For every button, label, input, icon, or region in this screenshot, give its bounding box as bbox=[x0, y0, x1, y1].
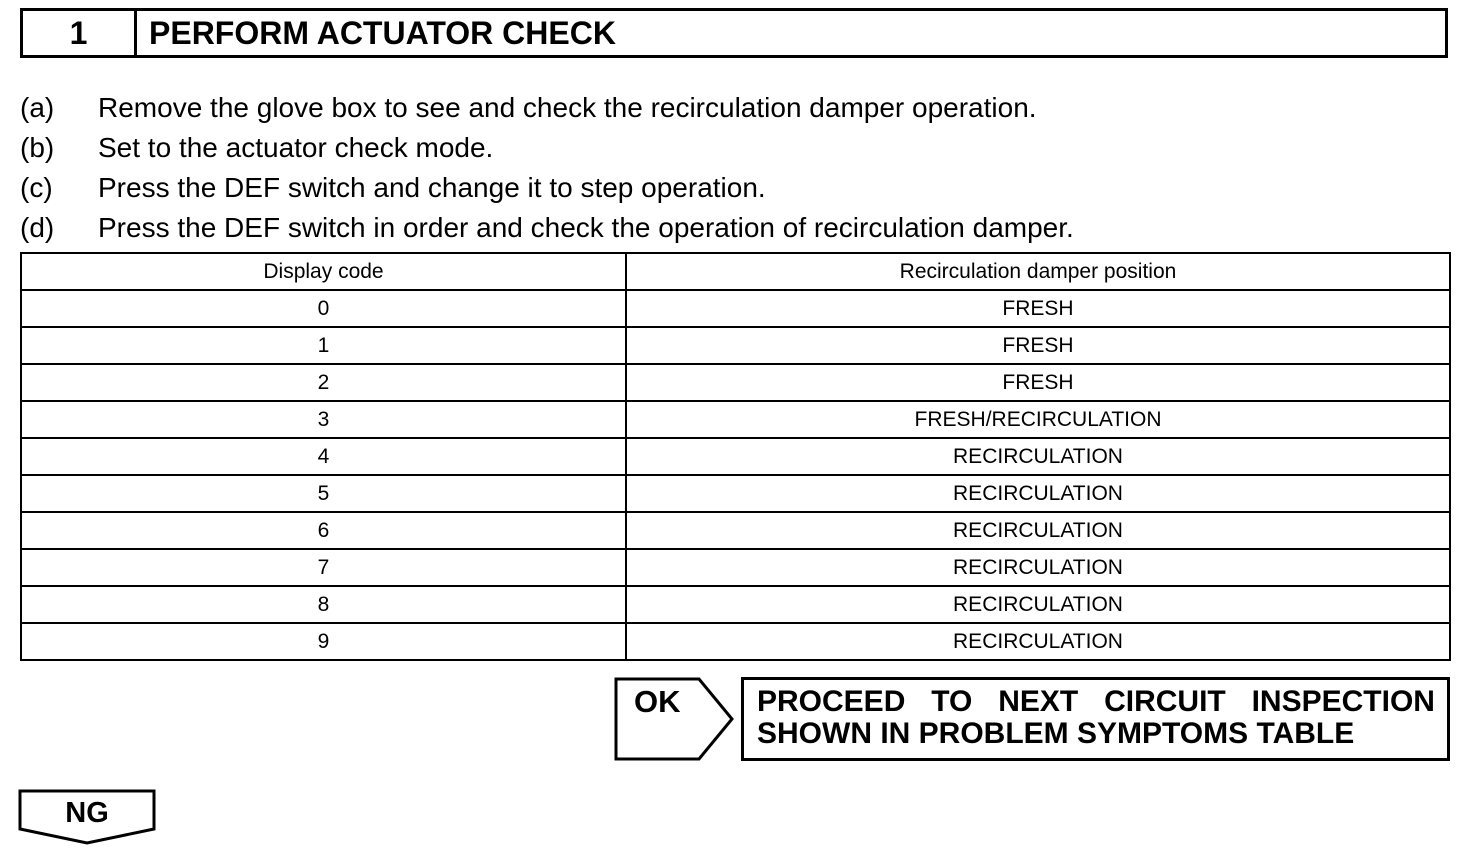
display-code-cell: 2 bbox=[21, 364, 626, 401]
step-letter: (c) bbox=[20, 172, 53, 203]
damper-position-cell: RECIRCULATION bbox=[626, 512, 1450, 549]
instruction-list bbox=[20, 88, 1440, 248]
step-text: Press the DEF switch in order and check the operation of recirculation damper. bbox=[98, 212, 1074, 243]
table-row bbox=[21, 475, 1450, 512]
step-letter: (b) bbox=[20, 132, 55, 163]
damper-position-cell: RECIRCULATION bbox=[626, 438, 1450, 475]
table-row bbox=[21, 438, 1450, 475]
step-text: Press the DEF switch and change it to step operation. bbox=[98, 172, 766, 203]
table-row bbox=[21, 512, 1450, 549]
step-letter: (a) bbox=[20, 92, 55, 123]
result-word: TO bbox=[931, 685, 973, 718]
display-code-cell: 1 bbox=[21, 327, 626, 364]
damper-position-cell: RECIRCULATION bbox=[626, 549, 1450, 586]
damper-position-cell: RECIRCULATION bbox=[626, 623, 1450, 660]
instruction-step bbox=[20, 168, 1440, 208]
result-word: CIRCUIT bbox=[1104, 685, 1226, 718]
result-word: PROCEED bbox=[757, 685, 906, 718]
table-row bbox=[21, 401, 1450, 438]
display-code-cell: 6 bbox=[21, 512, 626, 549]
ok-label: OK bbox=[634, 684, 681, 719]
damper-position-cell: FRESH/RECIRCULATION bbox=[626, 401, 1450, 438]
damper-position-cell: FRESH bbox=[626, 364, 1450, 401]
table-row bbox=[21, 327, 1450, 364]
damper-position-cell: RECIRCULATION bbox=[626, 475, 1450, 512]
display-code-cell: 3 bbox=[21, 401, 626, 438]
display-code-cell: 5 bbox=[21, 475, 626, 512]
table-row bbox=[21, 549, 1450, 586]
step-header bbox=[20, 8, 1448, 58]
table-row bbox=[21, 364, 1450, 401]
table-row bbox=[21, 586, 1450, 623]
step-text: Set to the actuator check mode. bbox=[98, 132, 494, 163]
table-header-row bbox=[21, 253, 1450, 290]
damper-position-cell: FRESH bbox=[626, 327, 1450, 364]
damper-position-cell: FRESH bbox=[626, 290, 1450, 327]
instruction-step bbox=[20, 128, 1440, 168]
result-line-1 bbox=[757, 686, 1435, 718]
instruction-step bbox=[20, 208, 1440, 248]
instruction-step bbox=[20, 88, 1440, 128]
step-letter: (d) bbox=[20, 212, 55, 243]
result-word: NEXT bbox=[998, 685, 1079, 718]
display-code-cell: 7 bbox=[21, 549, 626, 586]
display-code-cell: 4 bbox=[21, 438, 626, 475]
step-title: PERFORM ACTUATOR CHECK bbox=[149, 14, 616, 51]
column-header-damper-position: Recirculation damper position bbox=[626, 253, 1450, 290]
display-code-cell: 8 bbox=[21, 586, 626, 623]
ok-result-box bbox=[741, 677, 1450, 761]
display-code-cell: 0 bbox=[21, 290, 626, 327]
display-code-table bbox=[20, 252, 1451, 661]
step-number: 1 bbox=[23, 11, 137, 55]
damper-position-cell: RECIRCULATION bbox=[626, 586, 1450, 623]
table-row bbox=[21, 623, 1450, 660]
step-text: Remove the glove box to see and check the recirculation damper operation. bbox=[98, 92, 1037, 123]
display-code-cell: 9 bbox=[21, 623, 626, 660]
result-word: INSPECTION bbox=[1251, 685, 1435, 718]
ng-label: NG bbox=[65, 797, 109, 829]
table-row bbox=[21, 290, 1450, 327]
result-line-2: SHOWN IN PROBLEM SYMPTOMS TABLE bbox=[757, 717, 1355, 750]
column-header-display-code: Display code bbox=[21, 253, 626, 290]
